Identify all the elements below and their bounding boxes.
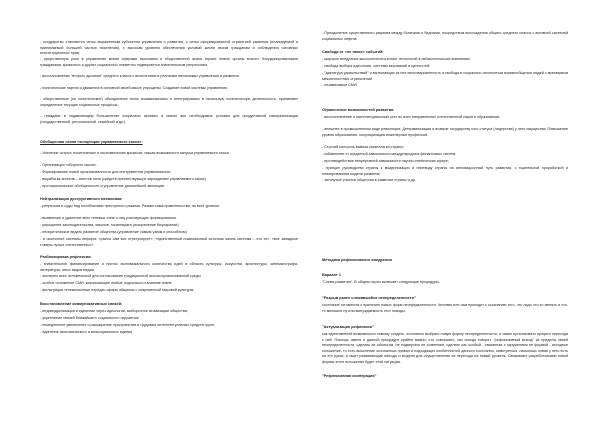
list-item: - выработка агентов – агентов поля (средств препятствующих зарождению управляемого хаоса) [40,177,206,181]
section-heading: Нейтрализация деструктивного механизма: [40,197,123,201]
list-item: - Формирование новой организованности для инструментов управляемости. [40,170,172,174]
list-item: - Усиление острых политических и экономических кризисов, лишая возможности запуска управляемого хаоса. [40,151,230,155]
subheading: "Разрыв ранее сложившейся неопределенности" [322,296,416,300]
list-item: - противодействие непрерывной зависимости научно-технических сфере; [322,159,449,163]
section-heading: Восстановление коммуникативных связей: [40,302,123,306]
section-heading: Методика рефлексивного внедрения [322,258,392,262]
list-item: - выявление и удаление всех теневых схем и лиц участвующих формировании. [40,216,177,220]
paragraph: - восстановление "второго дыхания" среднего класса с включением в реальные механизмы управления и развития; [40,74,240,78]
paragraph: - политические партии и движения в основной своей массе упрощены. Создание новой системы управления [40,86,228,90]
subheading: "Актуализация рефлексии" [322,325,374,329]
list-item: - независимые СМИ; [322,83,358,87]
list-item: - неокритическое ведать развитие общества (управление самым узким и способным) [40,230,187,234]
paragraph: - общественные (не политические) объединения тесно взаимосвязаны и интегрированы в начальную политическую деятельность, принимают определение текущие социальные процессы; [40,97,298,107]
list-item: - широкое внедрение высокотехнологичных технологий в небиологических компаниях [322,57,470,61]
paragraph: - существенную роль в управлении всеми сферами экономики и общественной жизни играют новые органы власти. Координированными гражданами, кризисных и других социальных элементы подвергается значительным репрессиям. [40,57,298,67]
list-item: - значительное финансирование и приток экономикального количества идей в области культуры, искусства, архитектуры, кинематографа, литературы, иных видов медиа. [40,262,298,272]
list-item: - избавление от кредитной зависимости международных финансовых систем; [322,152,456,156]
list-item: - единение экономического и межсоциальных единиц [40,330,133,334]
list-item: - протокрилическое обобщенность и управление дальнейшей эволюции. [40,184,166,188]
variant-heading: Вариант 1 [322,273,341,277]
paragraph: состояние готовности к принятию новых форм неопределенности. Человек или сам приходит к осознанию того, что надо что-то менять и что-то меньшее ну или вынуждаемость этот поводы. [322,303,568,313]
list-item: - укрепление связей ближайшего социального окружения [40,316,139,320]
list-item: - и окончение системы информ: «рынок сам все отрегулирует», «единственный номинальный источник жизнь система – это то», «все западные товары лучше отечественных». [40,237,298,247]
section-heading: Ограничение возможностей развития: [322,108,395,112]
list-item: - Организация «сборного хаоса». [40,163,97,167]
list-item: - Строгий контроль вывоза капитала из страны; [322,145,404,149]
list-item: - фильтрация телевизионных передач сферы общения с современной мировой культуры. [40,288,195,292]
list-item: - немедленное увеличение и расширение пространства и трудовых интеллектуальных средств групп; [40,323,215,327]
section-heading: Разблокировка рефлексии: [40,255,92,259]
paragraph: - граждане в подавляющем большинстве социально активны и имеют все необходимые условия для продуктивной самореализации (государственной, региональной, семейной и др.). [40,114,298,124]
list-item: - индивидуализация и единение через идеологии, выборочное атомизации общества; [40,309,188,313]
list-item: - особое положение СМИ, исключающее любые подполисы и влияние извне [40,281,172,285]
list-item: - затянутые участки общества в развитии страны и др. [322,178,416,182]
paragraph: как единственной возможности самому создать, осознанно выбрать новую форму неопределенности, а также организовать процесс перехода к ней. Помощь именя и данной процедуре крайне важно, что совершить, как иногда говорят, "рефлексивный выход" за пределы своей неопределенности, сделать ее объектом, не подвергать ее сомнению, сделать как особый - связанная с окружением ее формой - исходное положение, то есть выяснение осознанных правил и подходящих особенностей данного состояния, осмотреться, насколько новая у него есть на его руках, и ищет развивающие методы и модели для осуществления ее перехода на новый уровень. Связывают разработчиками новой формы этого положения будет этой ситуации. [322,332,568,364]
section-heading: Обобщенная схема «концепции управляемого хаоса»: [40,140,143,144]
list-item: - репрессии и суды над пособниками преступного режима. Развал сама правительства; на всех уровнях. [40,204,221,208]
list-item: - внешнее в промышленном ряде революции. Детерминизация и возврат государству кого статуса (лидерства) у него имущества. Повышение уровня образования, популяризация инженерных профессий. [322,127,568,137]
list-item: - упрощение законодательства, законов, госаппарата (искоренение бюрократии) [40,223,179,227]
list-item: - принцип руководства страны к модернизации и переводу страны на инновационный путь развития, с тщательной проработкой и планированием модели развития; [322,166,568,176]
list-item: - "диктатура удовольствий" и вытекающая из нее многовариантность и свобода в социально-личностном взаимообщении людей с минимумом межличностных ограничений [322,71,568,81]
list-item: - эксперты всех человеческой для согласования традиционной высокоорганизованной среды [40,274,201,278]
section-heading: Свобода от «не таких» событий: [322,50,384,54]
paragraph: - Преодоление существенного разрыва между богатыми и бедными, посредством восхождения общего среднего класса с активной системой социальных лифтов [322,31,568,41]
paragraph: - государство становится четко выраженным субъектом управления и развития, с четко сформированной стратегией развития (планируемой и принимаемой большей частью населения), с высоким уровнем обеспечения условий жизни своим гражданам и соблюдения основных конституционных прав; [40,40,298,56]
list-item: - восстановление и экспоненциальный рост во всех направлениях отечественной науки и образования; [322,115,501,119]
paragraph: "Схема развития". В общем черты включает следующие процедуры: [322,280,440,284]
list-item: - свобода выбора идеологии, системы верований и ценностей; [322,64,431,68]
subheading: "Рефлексивная кооперация" [322,374,377,378]
